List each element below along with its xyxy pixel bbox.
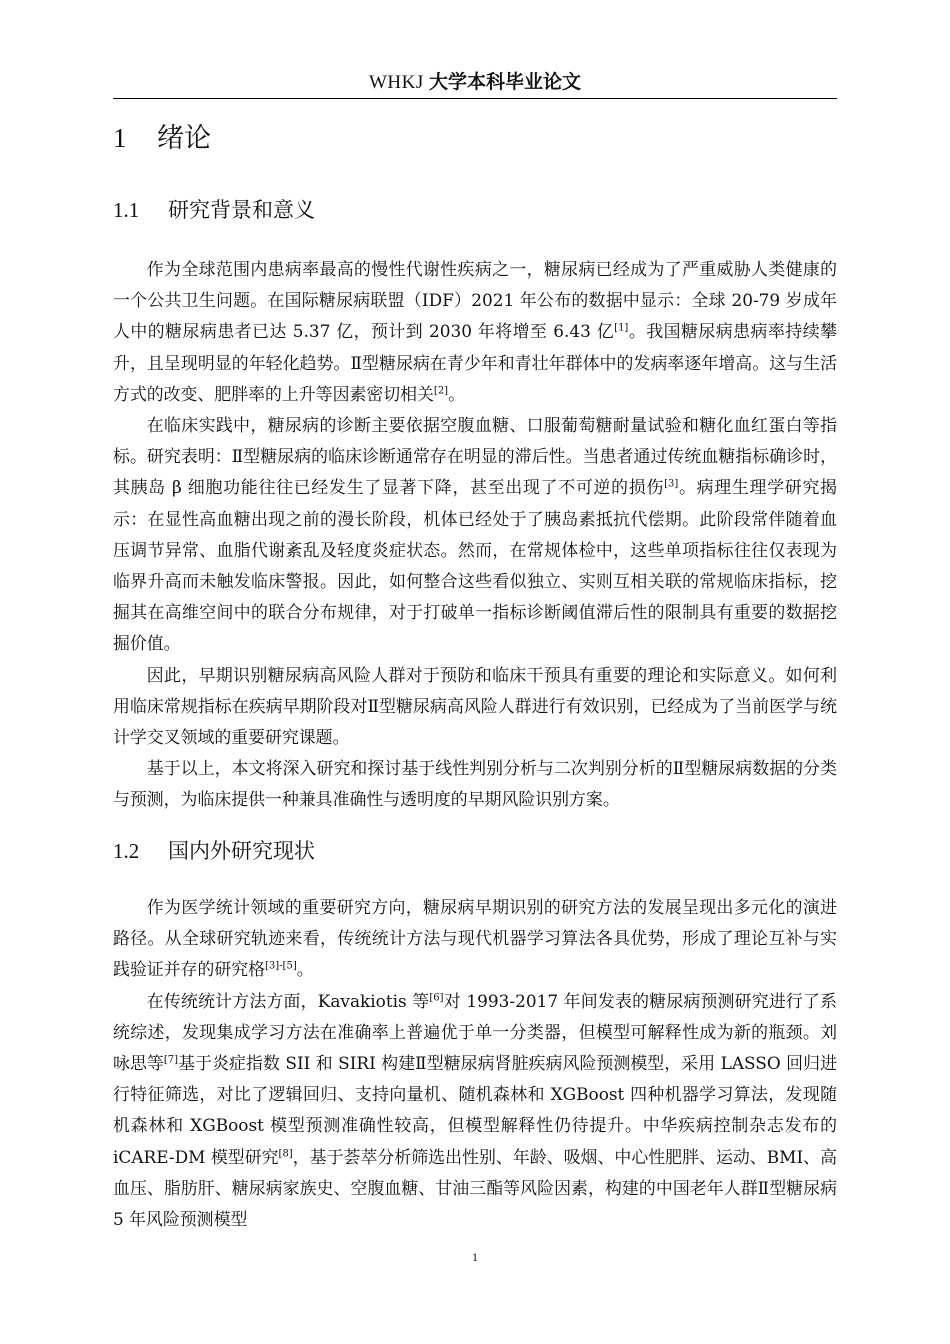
citation-ref: [2] bbox=[433, 385, 449, 397]
paragraph-text: 。我国糖尿病患病率持续攀升，且呈现明显的年轻化趋势。Ⅱ型糖尿病在青少年和青壮年群体中的发病率逐年增高。这与生活方式的改变、肥胖率的上升等因素密切相关 bbox=[113, 321, 838, 404]
section-body-1-2 bbox=[113, 892, 837, 1235]
paragraph-text: 因此，早期识别糖尿病高风险人群对于预防和临床干预具有重要的理论和实际意义。如何利用临床常规指标在疾病早期阶段对Ⅱ型糖尿病高风险人群进行有效识别，已经成为了当前医学与统计学交叉领域的重要研究课题。 bbox=[113, 664, 837, 748]
paragraph-text: ，基于荟萃分析筛选出性别、年龄、吸烟、中心性肥胖、运动、BMI、高血压、脂肪肝、糖尿病家族史、空腹血糖、甘油三酯等风险因素，构建的中国老年人群Ⅱ型糖尿病 5 年风险预测模型 bbox=[113, 1146, 837, 1230]
paragraph bbox=[113, 254, 837, 410]
paragraph-text: 在传统统计方法方面，Kavakiotis 等 bbox=[146, 990, 430, 1011]
paragraph-text: 作为全球范围内患病率最高的慢性代谢性疾病之一，糖尿病已经成为了严重威胁人类健康的一个公共卫生问题。在国际糖尿病联盟（IDF）2021 年公布的数据中显示：全球 20-79 岁成年人中的糖尿病患者已达 5.37 亿，预计到 2030 年将增至 6.43 亿 bbox=[113, 259, 837, 342]
section-body-1-1 bbox=[113, 254, 837, 816]
section-number: 1.2 bbox=[113, 839, 140, 863]
paragraph bbox=[113, 660, 837, 754]
section-title: 研究背景和意义 bbox=[168, 198, 315, 222]
running-header bbox=[113, 70, 837, 95]
section-heading-1-1 bbox=[113, 194, 315, 226]
header-rule bbox=[113, 98, 837, 99]
paragraph-text: 。 bbox=[296, 959, 314, 980]
citation-ref: [3]-[5] bbox=[265, 960, 297, 972]
header-title: 大学本科毕业论文 bbox=[429, 71, 582, 93]
paragraph bbox=[113, 892, 837, 986]
paragraph bbox=[113, 753, 837, 815]
citation-ref: [8] bbox=[278, 1148, 293, 1159]
page-number: 1 bbox=[472, 1250, 478, 1264]
paragraph-text: 基于以上，本文将深入研究和探讨基于线性判别分析与二次判别分析的Ⅱ型糖尿病数据的分类与预测，为临床提供一种兼具准确性与透明度的早期风险识别方案。 bbox=[113, 758, 837, 810]
section-title: 国内外研究现状 bbox=[168, 839, 315, 863]
header-latin: WHKJ bbox=[368, 72, 429, 93]
chapter-heading bbox=[113, 118, 211, 159]
citation-ref: [6] bbox=[429, 991, 444, 1003]
section-heading-1-2 bbox=[113, 835, 315, 867]
citation-ref: [7] bbox=[163, 1054, 179, 1066]
chapter-title: 绪论 bbox=[157, 123, 211, 154]
citation-ref: [1] bbox=[614, 322, 629, 334]
chapter-number: 1 bbox=[113, 123, 127, 153]
paragraph-text: 作为医学统计领域的重要研究方向，糖尿病早期识别的研究方法的发展呈现出多元化的演进路径。从全球研究轨迹来看，传统统计方法与现代机器学习算法各具优势，形成了理论互补与实践验证并存的研究格 bbox=[113, 897, 837, 980]
paragraph bbox=[113, 410, 837, 660]
paragraph-text: 基于炎症指数 SII 和 SIRI 构建Ⅱ型糖尿病肾脏疾病风险预测模型，采用 LASSO 回归进行特征筛选，对比了逻辑回归、支持向量机、随机森林和 XGBoost 四种机器学习算法，发现随机森林和 XGBoost 模型预测准确性较高，但模型解释性仍待提升。中华疾病控制杂志发布的 iCARE-DM 模型研究 bbox=[113, 1053, 837, 1167]
section-number: 1.1 bbox=[113, 198, 140, 222]
paragraph-text: 。 bbox=[448, 383, 465, 404]
citation-ref: [3] bbox=[664, 478, 679, 490]
paragraph-text: 在临床实践中，糖尿病的诊断主要依据空腹血糖、口服葡萄糖耐量试验和糖化血红蛋白等指标。研究表明：Ⅱ型糖尿病的临床诊断通常存在明显的滞后性。当患者通过传统血糖指标确诊时，其胰岛 β 细胞功能往往已经发生了显著下降，甚至出现了不可逆的损伤 bbox=[113, 415, 837, 498]
paragraph-text: 。病理生理学研究揭示：在显性高血糖出现之前的漫长阶段，机体已经处于了胰岛素抵抗代偿期。此阶段常伴随着血压调节异常、血脂代谢紊乱及轻度炎症状态。然而，在常规体检中，这些单项指标往往仅表现为临界升高而未触发临床警报。因此，如何整合这些看似独立、实则互相关联的常规临床指标，挖掘其在高维空间中的联合分布规律，对于打破单一指标诊断阈值滞后性的限制具有重要的数据挖掘价值。 bbox=[113, 477, 837, 654]
paragraph-text: 对 1993-2017 年间发表的糖尿病预测研究进行了系统综述，发现集成学习方法在准确率上普遍优于单一分类器，但模型可解释性成为新的瓶颈。刘咏思等 bbox=[113, 990, 837, 1074]
paragraph bbox=[113, 986, 837, 1236]
